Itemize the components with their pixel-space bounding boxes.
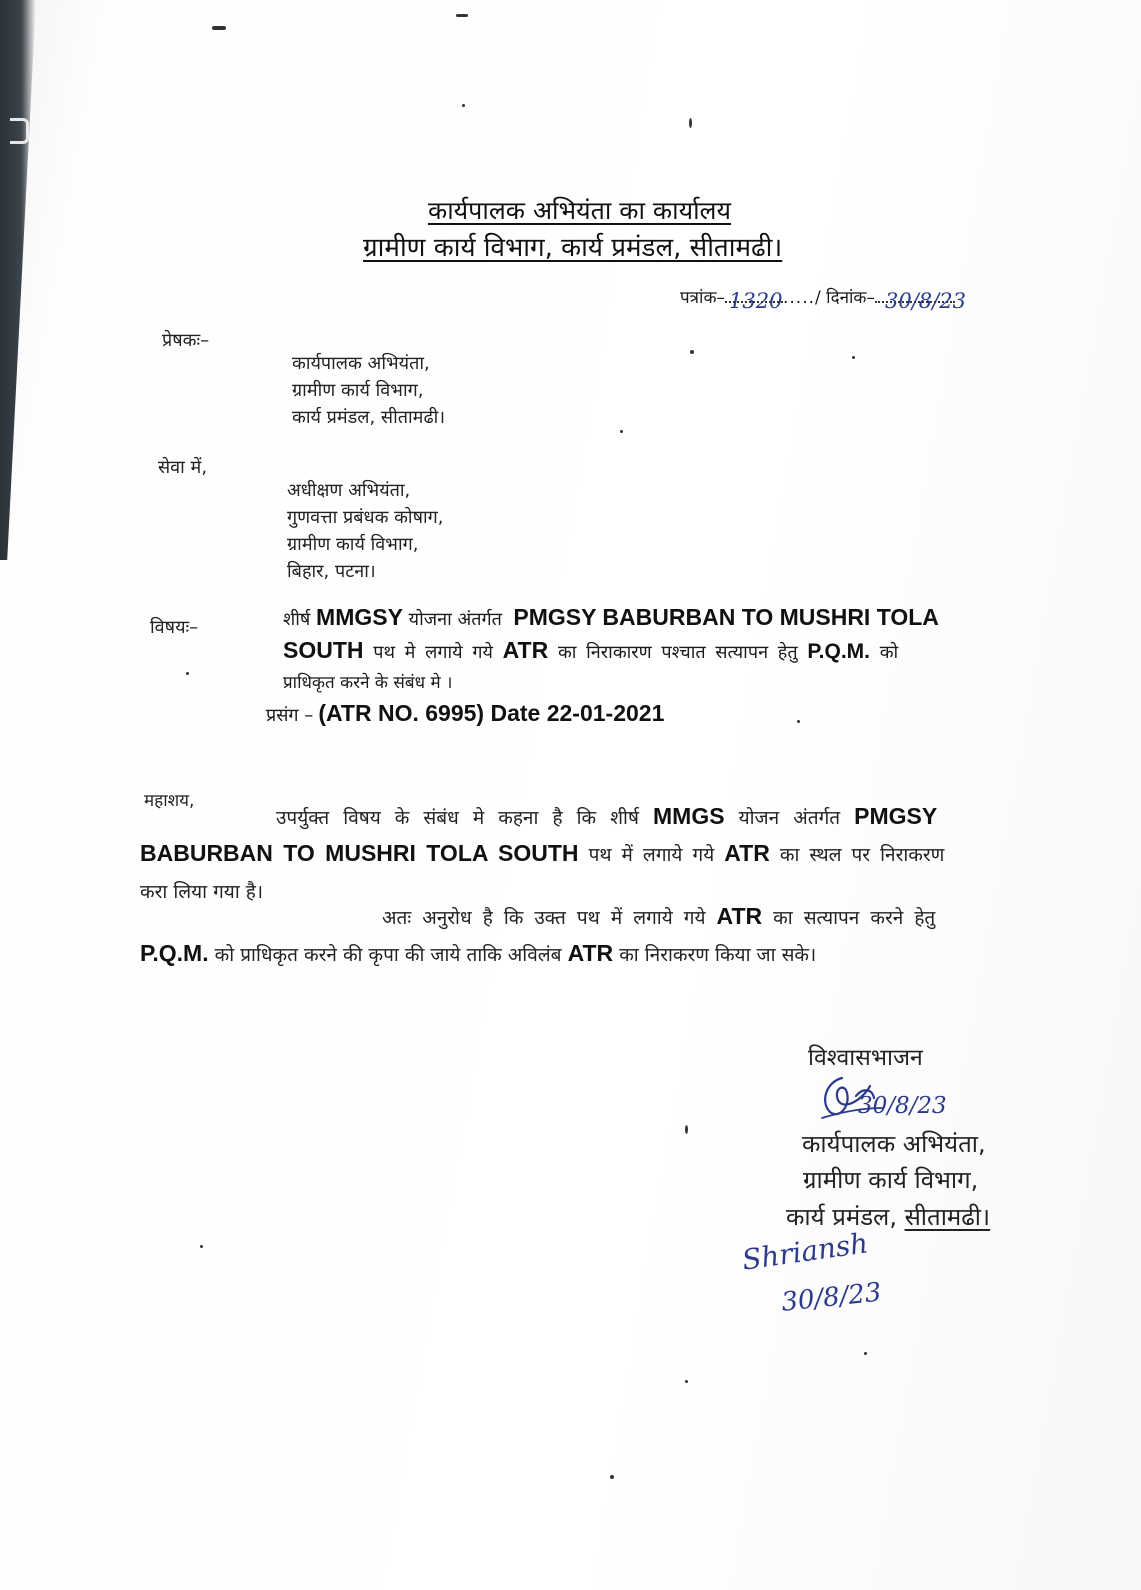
recipient-line: बिहार, पटना। — [287, 561, 376, 582]
scan-edge-mark — [10, 118, 29, 144]
body-text: का सत्यापन करने हेतु — [773, 907, 936, 929]
subject-text: का निराकारण पश्चात सत्यापन हेतु — [557, 642, 798, 663]
dinank-label: / दिनांक– — [815, 288, 875, 308]
scan-speck — [797, 720, 800, 723]
scan-speck — [864, 1352, 867, 1355]
signatory-line: ग्रामीण कार्य विभाग, — [803, 1166, 979, 1194]
receiver-signature: Shriansh — [740, 1226, 871, 1277]
office-title: कार्यपालक अभियंता का कार्यालय — [428, 196, 731, 225]
subject-scheme: MMGSY — [316, 604, 403, 630]
scan-speck — [689, 118, 692, 128]
receiver-date: 30/8/23 — [780, 1277, 883, 1318]
recipient-line: अधीक्षण अभियंता, — [287, 480, 411, 501]
scan-dark-edge — [0, 0, 36, 560]
subject-road-name: PMGSY BABURBAN TO MUSHRI TOLA — [513, 604, 939, 630]
sender-line: ग्रामीण कार्य विभाग, — [292, 380, 424, 401]
department-title: ग्रामीण कार्य विभाग, कार्य प्रमंडल, सीतामढी। — [363, 233, 783, 263]
body-text: को प्राधिकृत करने की कृपा की जाये ताकि अविलंब — [214, 944, 562, 966]
subject-pqm: P.Q.M. — [807, 640, 870, 663]
sender-line: कार्यपालक अभियंता, — [292, 353, 430, 374]
officer-sign-date: 30/8/23 — [858, 1093, 947, 1119]
sender-label: प्रेषकः– — [162, 330, 210, 351]
body-text: अतः अनुरोध है कि उक्त पथ में लगाये गये — [382, 907, 706, 929]
signatory-line: कार्यपालक अभियंता, — [802, 1130, 986, 1158]
subject-text: शीर्ष — [283, 609, 311, 630]
patrank-label: पत्रांक– — [680, 288, 725, 308]
salutation: महाशय, — [144, 791, 195, 811]
scan-speck — [852, 356, 855, 359]
sender-address — [292, 350, 445, 431]
body-text: पथ में लगाये गये — [588, 844, 715, 866]
body-text: उपर्युक्त विषय के संबंध मे कहना है कि शीर्ष — [276, 807, 639, 829]
prasang-line — [266, 700, 664, 727]
subject-line-1 — [283, 604, 939, 631]
body-para1-line1 — [276, 803, 937, 830]
scan-speck — [685, 1380, 688, 1383]
scan-speck — [462, 104, 465, 107]
body-scheme: MMGS — [653, 803, 725, 829]
signatory-line — [786, 1199, 990, 1235]
body-text: का स्थल पर निराकरण — [779, 844, 945, 866]
scan-speck — [200, 1245, 203, 1248]
body-pqm: P.Q.M. — [140, 940, 209, 966]
body-text: योजन अंतर्गत — [738, 807, 841, 829]
dinank-value: 30/8/23 — [885, 289, 966, 313]
subject-text: योजना अंतर्गत — [408, 609, 502, 630]
patrank-value: 1320 — [729, 289, 783, 313]
body-road-name: BABURBAN TO MUSHRI TOLA SOUTH — [140, 840, 579, 866]
subject-text: पथ मे लगाये गये — [373, 642, 493, 663]
signatory-office: कार्य प्रमंडल, सीतामढी। — [786, 1203, 991, 1231]
body-para2-line2 — [140, 940, 816, 967]
scan-speck — [620, 430, 623, 433]
dinank-field — [875, 289, 966, 313]
subject-line-2 — [283, 637, 898, 664]
body-atr: ATR — [724, 840, 770, 866]
prasang-text: (ATR NO. 6995) Date 22-01-2021 — [318, 700, 665, 726]
subject-road-name-end: SOUTH — [283, 637, 364, 663]
patrank-field — [725, 289, 783, 313]
subject-atr: ATR — [502, 637, 549, 663]
scan-speck — [690, 350, 694, 354]
subject-label: विषयः– — [150, 617, 199, 638]
recipient-line: ग्रामीण कार्य विभाग, — [287, 534, 419, 555]
body-atr: ATR — [716, 903, 763, 929]
subject-line-3: प्राधिकृत करने के संबंध मे । — [283, 673, 453, 693]
scan-speck — [186, 672, 189, 675]
body-text: का निराकरण किया जा सके। — [619, 944, 817, 966]
scan-speck — [456, 14, 468, 17]
prasang-label: प्रसंग – — [266, 705, 314, 726]
body-scheme: PMGSY — [854, 803, 938, 829]
body-para2-line1 — [382, 903, 935, 930]
sender-line: कार्य प्रमंडल, सीतामढी। — [292, 407, 446, 428]
reference-line: पत्रांक– 1320 ...../ दिनांक– 30/8/23 — [680, 288, 966, 313]
body-atr: ATR — [567, 940, 614, 966]
subject-text: को — [879, 642, 899, 663]
recipient-label: सेवा में, — [158, 457, 208, 478]
scan-speck — [685, 1125, 688, 1134]
recipient-line: गुणवत्ता प्रबंधक कोषाग, — [287, 507, 444, 528]
scan-speck — [212, 26, 226, 30]
body-para1-line2 — [140, 840, 944, 867]
body-para1-line3: करा लिया गया है। — [140, 881, 264, 903]
closing-text: विश्वासभाजन — [808, 1045, 923, 1071]
scan-speck — [610, 1475, 614, 1479]
recipient-address — [287, 477, 444, 585]
